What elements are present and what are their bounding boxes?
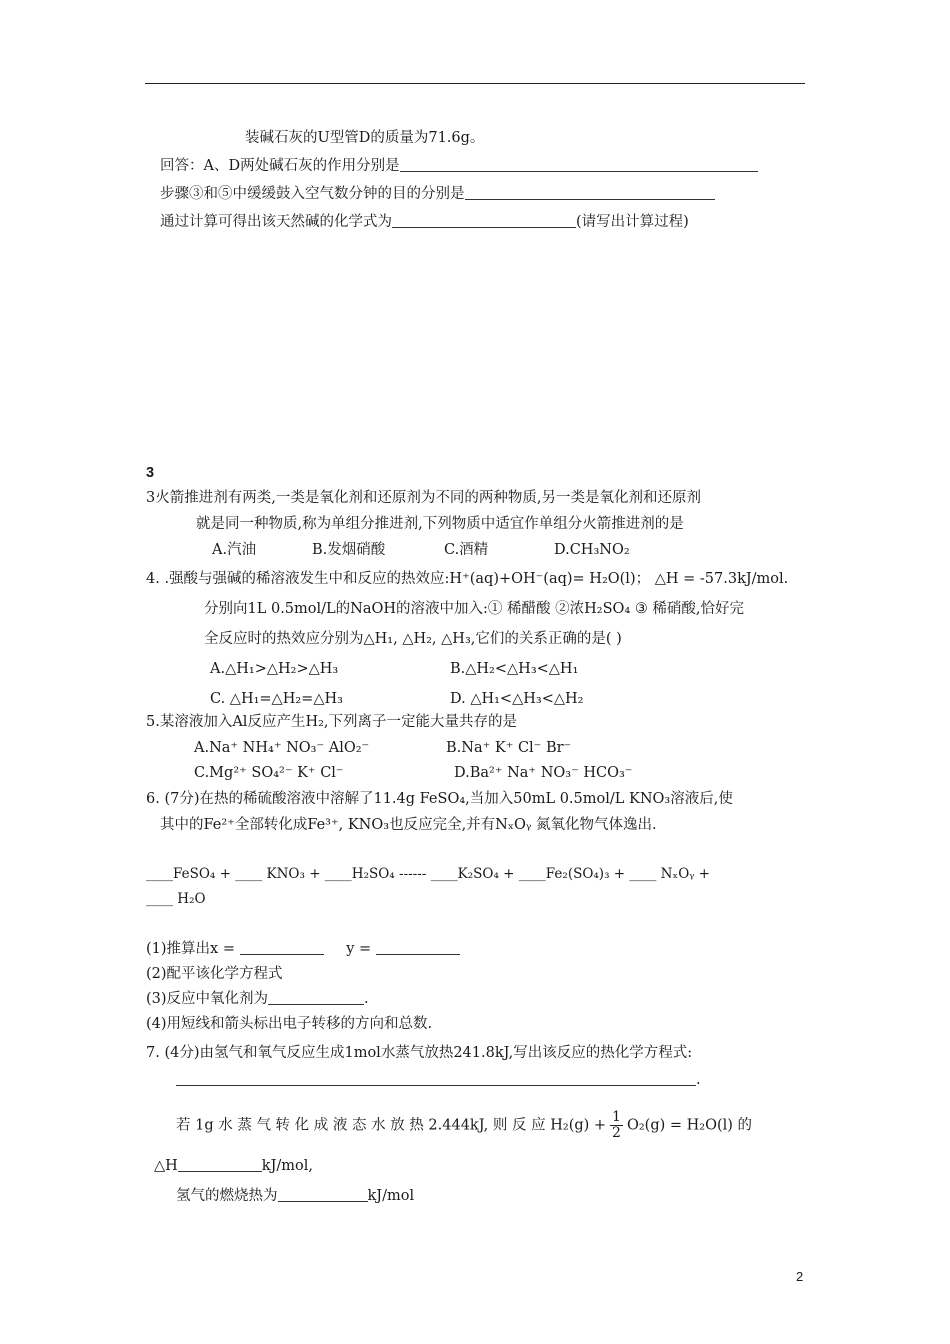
question-3-line: 就是同一种物质,称为单组分推进剂,下列物质中适宜作单组分火箭推进剂的是 <box>196 516 684 532</box>
option-b: B.△H₂<△H₃<△H₁ <box>450 661 579 677</box>
question-4-line: 全反应时的热效应分别为△H₁, △H₂, △H₃,它们的关系正确的是( ) <box>204 631 622 647</box>
question-line: 回答：A、D两处碱石灰的作用分别是 <box>160 156 758 176</box>
question-6-line: 其中的Fe²⁺全部转化成Fe³⁺, KNO₃也反应完全,并有NₓOᵧ 氮氧化物气体逸出. <box>160 817 657 833</box>
sub-question: (4)用短线和箭头标出电子转移的方向和总数. <box>146 1016 433 1032</box>
answer-blank-x[interactable] <box>240 940 324 955</box>
section-number: 3 <box>146 465 155 481</box>
answer-blank[interactable] <box>268 990 364 1005</box>
option-a: A.Na⁺ NH₄⁺ NO₃⁻ AlO₂⁻ <box>194 740 370 756</box>
page-number: 2 <box>796 1269 804 1284</box>
text-line: 装碱石灰的U型管D的质量为71.6g。 <box>245 130 485 146</box>
option-c: C.Mg²⁺ SO₄²⁻ K⁺ Cl⁻ <box>194 765 344 781</box>
option-b: B.发烟硝酸 <box>312 542 386 558</box>
header-rule <box>145 83 805 84</box>
question-line: 步骤③和⑤中缓缓鼓入空气数分钟的目的分别是 <box>160 184 715 204</box>
option-d: D.CH₃NO₂ <box>554 542 630 558</box>
answer-blank[interactable] <box>176 1071 696 1086</box>
sub-question: (3)反应中氧化剂为 . <box>146 991 369 1007</box>
option-c: C. △H₁=△H₂=△H₃ <box>210 691 343 707</box>
answer-line: . <box>176 1070 701 1090</box>
option-a: A.汽油 <box>212 542 257 558</box>
option-b: B.Na⁺ K⁺ Cl⁻ Br⁻ <box>446 740 572 756</box>
question-7-line: △H kJ/mol, <box>154 1158 314 1174</box>
question-5-line: 5.某溶液加入Al反应产生H₂,下列离子一定能大量共存的是 <box>146 714 518 730</box>
equation-line: ____ H₂O <box>146 891 206 907</box>
answer-blank[interactable] <box>400 157 758 172</box>
question-7-line: 若 1g 水 蒸 气 转 化 成 液 态 水 放 热 2.444kJ, 则 反 应 H₂(g) + $\frac{1}{2}$ O₂(g) = H₂O(l) 的 <box>176 1109 753 1141</box>
question-7-line: 7. (4分)由氢气和氧气反应生成1mol水蒸气放热241.8kJ,写出该反应的热化学方程式: <box>146 1045 693 1061</box>
question-3-line: 3火箭推进剂有两类,一类是氧化剂和还原剂为不同的两种物质,另一类是氧化剂和还原剂 <box>146 490 701 506</box>
answer-blank[interactable] <box>278 1187 368 1202</box>
question-line: 通过计算可得出该天然碱的化学式为 (请写出计算过程) <box>160 214 689 230</box>
question-6-line: 6. (7分)在热的稀硫酸溶液中溶解了11.4g FeSO₄,当加入50mL 0.5mol/L KNO₃溶液后,使 <box>146 791 733 807</box>
question-4-line: 分别向1L 0.5mol/L的NaOH的溶液中加入:① 稀醋酸 ②浓H₂SO₄ ③ 稀硝酸,恰好完 <box>204 601 745 617</box>
option-a: A.△H₁>△H₂>△H₃ <box>210 661 339 677</box>
option-d: D. △H₁<△H₃<△H₂ <box>450 691 584 707</box>
sub-question: (2)配平该化学方程式 <box>146 966 283 982</box>
question-4-line: 4. .强酸与强碱的稀溶液发生中和反应的热效应:H⁺(aq)+OH⁻(aq)= H₂O(l)； △H = -57.3kJ/mol. <box>146 571 789 587</box>
option-d: D.Ba²⁺ Na⁺ NO₃⁻ HCO₃⁻ <box>454 765 633 781</box>
option-c: C.酒精 <box>444 542 489 558</box>
answer-blank[interactable] <box>392 213 576 228</box>
answer-blank[interactable] <box>465 185 715 200</box>
answer-blank[interactable] <box>178 1157 262 1172</box>
answer-blank-y[interactable] <box>376 940 460 955</box>
sub-question: (1)推算出x = y = <box>146 939 460 959</box>
question-7-line: 氢气的燃烧热为 kJ/mol <box>176 1188 415 1204</box>
equation-line: ____FeSO₄ + ____ KNO₃ + ____H₂SO₄ ------ ____K₂SO₄ + ____Fe₂(SO₄)₃ + ____ NₓOᵧ + <box>146 866 710 882</box>
fraction: $\frac{1}{2}$ <box>612 1109 621 1141</box>
